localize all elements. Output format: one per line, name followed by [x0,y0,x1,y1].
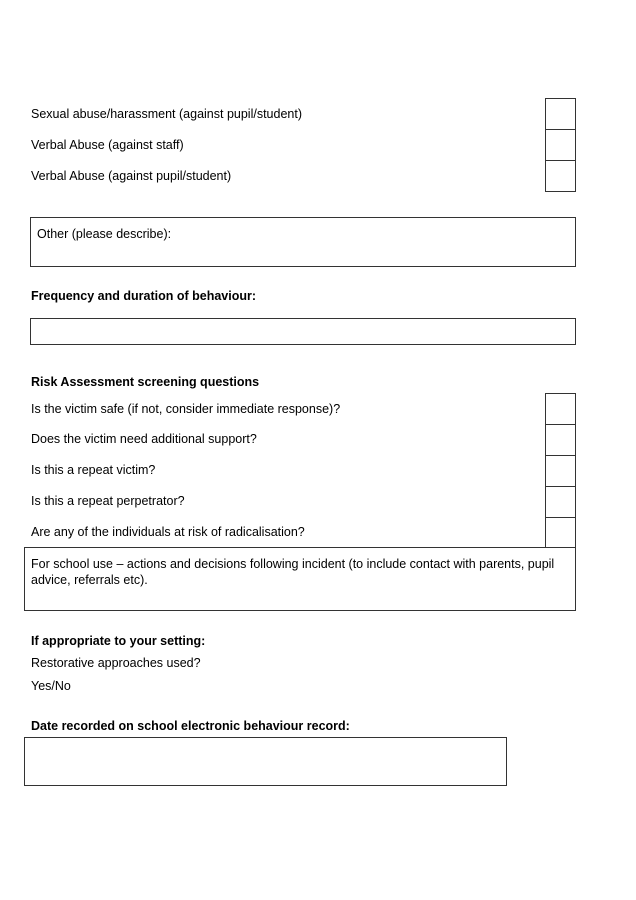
risk-question-victim-safe: Is the victim safe (if not, consider immediate response)? [31,402,341,416]
date-recorded-input-box[interactable] [24,737,507,786]
checkbox-radicalisation[interactable] [545,517,576,548]
school-use-box[interactable] [24,547,576,611]
risk-question-radicalisation: Are any of the individuals at risk of radicalisation? [31,525,305,539]
other-description-box[interactable] [30,217,576,267]
restorative-question: Restorative approaches used? [31,656,201,670]
risk-question-additional-support: Does the victim need additional support? [31,432,257,446]
checkbox-sexual-abuse[interactable] [545,98,576,130]
frequency-input-box[interactable] [30,318,576,345]
school-use-label: For school use – actions and decisions following incident (to include contact with parents, pupil advice, referrals etc). [31,557,555,587]
risk-heading: Risk Assessment screening questions [31,375,260,389]
other-description-label: Other (please describe): [37,227,172,241]
behaviour-label-sexual-abuse: Sexual abuse/harassment (against pupil/student) [31,107,302,121]
checkbox-verbal-abuse-staff[interactable] [545,129,576,161]
checkbox-victim-safe[interactable] [545,393,576,425]
checkbox-repeat-perpetrator[interactable] [545,486,576,518]
date-recorded-heading: Date recorded on school electronic behaviour record: [31,719,350,733]
checkbox-verbal-abuse-pupil[interactable] [545,160,576,192]
risk-question-repeat-perpetrator: Is this a repeat perpetrator? [31,494,185,508]
behaviour-label-verbal-abuse-staff: Verbal Abuse (against staff) [31,138,184,152]
risk-question-repeat-victim: Is this a repeat victim? [31,463,156,477]
restorative-answer[interactable]: Yes/No [31,679,71,693]
checkbox-additional-support[interactable] [545,424,576,456]
setting-heading: If appropriate to your setting: [31,634,206,648]
behaviour-label-verbal-abuse-pupil: Verbal Abuse (against pupil/student) [31,169,232,183]
checkbox-repeat-victim[interactable] [545,455,576,487]
frequency-heading: Frequency and duration of behaviour: [31,289,257,303]
